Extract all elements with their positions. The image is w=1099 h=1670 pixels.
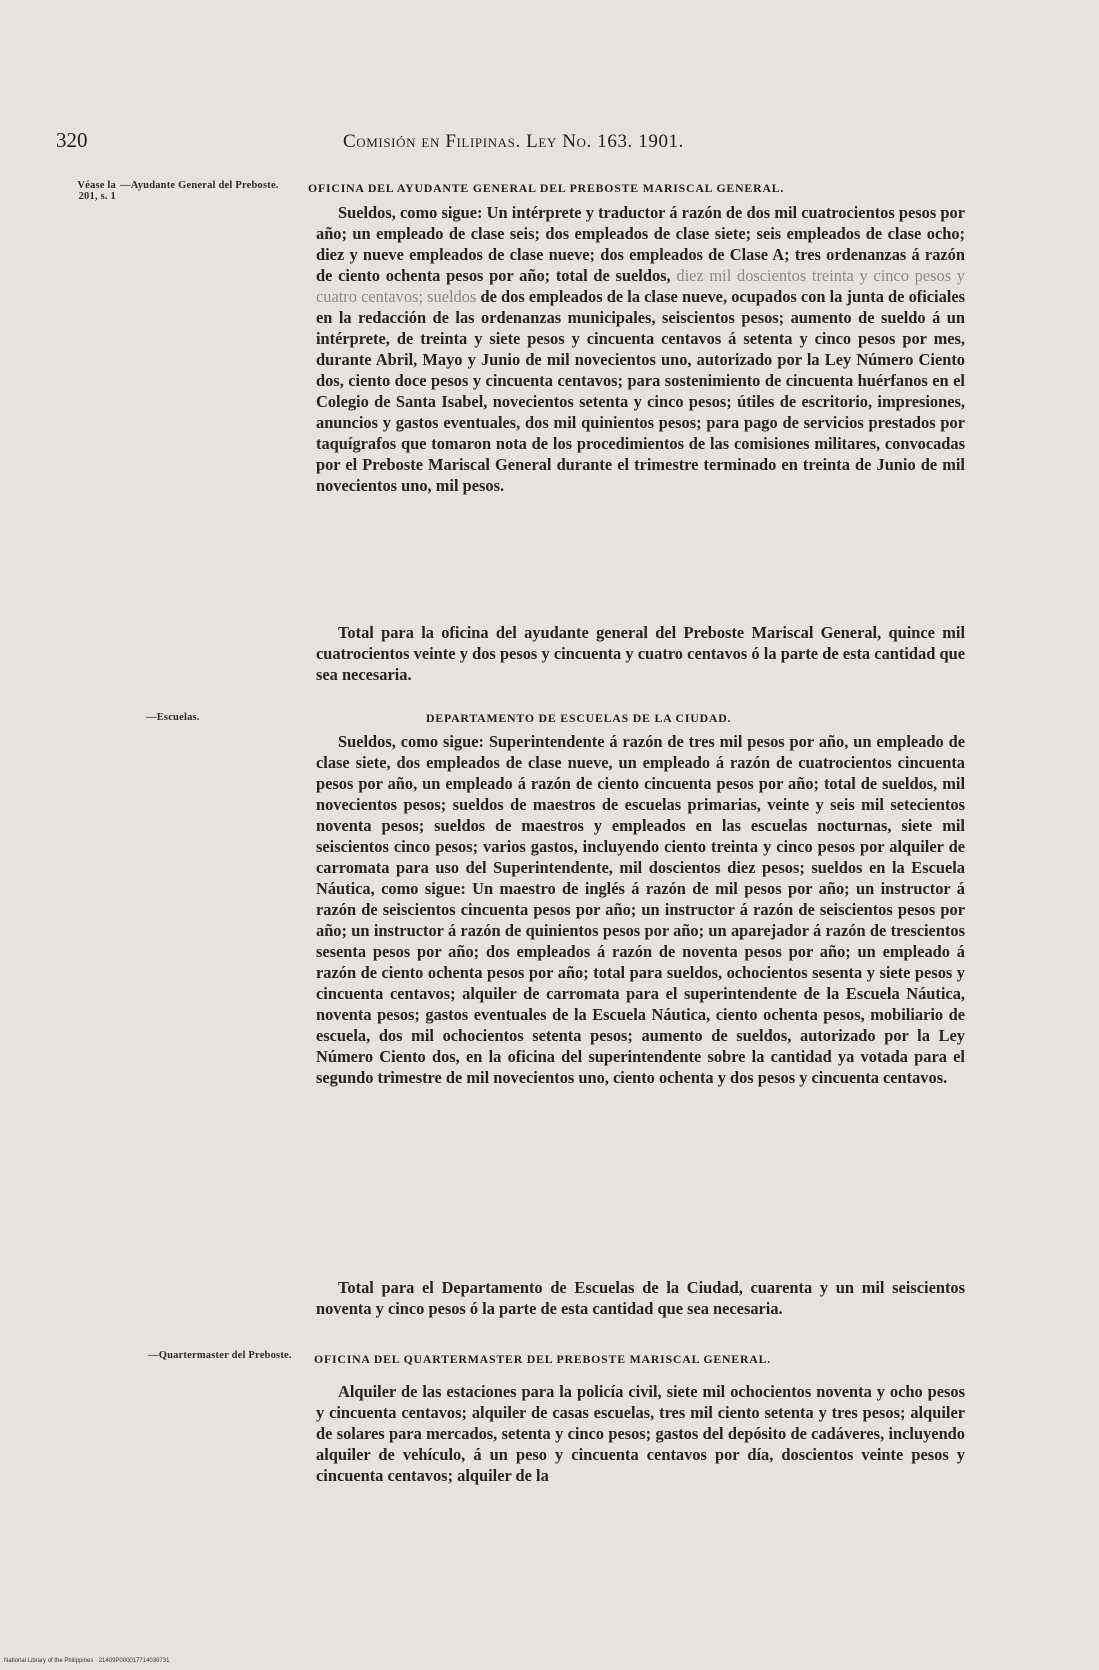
running-title: Comisión en Filipinas. Ley No. 163. 1901. bbox=[343, 131, 684, 152]
paragraph-ayudante-sueldos bbox=[316, 202, 965, 496]
running-head bbox=[56, 128, 871, 153]
paragraph-ayudante-total bbox=[316, 622, 965, 685]
paragraph-escuelas-total bbox=[316, 1277, 965, 1319]
margin-note-quartermaster: —Quartermaster del Preboste. bbox=[148, 1350, 292, 1361]
margin-note-vease-text: Véase la bbox=[77, 180, 116, 191]
margin-note-escuelas: —Escuelas. bbox=[146, 712, 200, 723]
paragraph-escuelas-sueldos-text: Sueldos, como sigue: Superintendente á razón de tres mil pesos por año, un empleado de clase siete, dos empleados de clase nueve, un empleado á razón de cuatrocientos cincuenta pesos por año, un empleado á razón de ciento cincuenta pesos por año; total de sueldos, mil novecientos pesos; sueldos de maestros de escuelas primarias, veinte y seis mil setecientos noventa pesos; sueldos de maestros y empleados en las escuelas nocturnas, siete mil seiscientos cinco pesos; varios gastos, incluyendo ciento treinta y cinco pesos por alquiler de carromata para uso del Superintendente, mil doscientos diez pesos; sueldos en la Escuela Náutica, como sigue: Un maestro de inglés á razón de mil pesos por año; un instructor á razón de seiscientos cincuenta pesos por año; un instructor á razón de seiscientos pesos por año; un instructor á razón de quinientos pesos por año; un aparejador á razón de trescientos sesenta pesos por año; dos empleados á razón de noventa pesos por año; un empleado á razón de ciento ochenta pesos por año; total para sueldos, ochocientos sesenta y siete pesos y cincuenta centavos; alquiler de carromata para el superintendente de la Escuela Náutica, noventa pesos; gastos eventuales de la Escuela Náutica, ciento ochenta pesos, mobiliario de escuela, dos mil ochocientos setenta pesos; aumento de sueldos, autorizado por la Ley Número Ciento dos, en la oficina del superintendente sobre la cantidad ya votada para el segundo trimestre de mil novecientos uno, ciento ochenta y dos pesos y cincuenta centavos. bbox=[316, 732, 965, 1087]
paragraph-escuelas-total-text: Total para el Departamento de Escuelas de la Ciudad, cuarenta y un mil seiscientos noventa y cinco pesos ó la parte de esta cantidad que sea necesaria. bbox=[316, 1278, 965, 1318]
section-heading-escuelas: DEPARTAMENTO DE ESCUELAS DE LA CIUDAD. bbox=[426, 711, 732, 725]
faded-line: diez mil doscientos treinta y cinco pesos y cuatro centavos; sueldos bbox=[316, 266, 965, 306]
scan-credit: National Library of the Philippines · 21409P000017714030731 bbox=[4, 1658, 170, 1664]
paragraph-quartermaster-text: Alquiler de las estaciones para la policía civil, siete mil ochocientos noventa y ocho pesos y cincuenta centavos; alquiler de casas escuelas, tres mil ciento setenta y tres pesos; alquiler de solares para mercados, setenta y cinco pesos; gastos del depósito de cadáveres, incluyendo alquiler de vehículo, á un peso y cincuenta centavos por día, doscientos veinte pesos y cincuenta centavos; alquiler de la bbox=[316, 1382, 965, 1485]
paragraph-ayudante-total-text: Total para la oficina del ayudante general del Preboste Mariscal General, quince mil cuatrocientos veinte y dos pesos y cincuenta y cuatro centavos ó la parte de esta cantidad que sea necesaria. bbox=[316, 623, 965, 684]
paragraph-quartermaster bbox=[316, 1381, 965, 1486]
margin-note-vease-ref: 201, s. 1 bbox=[78, 191, 116, 202]
section-heading-quartermaster: OFICINA DEL QUARTERMASTER DEL PREBOSTE MARISCAL GENERAL. bbox=[314, 1352, 772, 1366]
paragraph-escuelas-sueldos bbox=[316, 731, 965, 1088]
margin-note-vease bbox=[58, 180, 116, 202]
section-heading-ayudante: OFICINA DEL AYUDANTE GENERAL DEL PREBOSTE MARISCAL GENERAL. bbox=[308, 181, 785, 195]
paragraph-ayudante-sueldos-text-a: Sueldos, como sigue: Un intérprete y traductor á razón de dos mil cuatrocientos pesos por año; un empleado de clase seis; dos empleados de clase siete; seis empleados de clase ocho; diez y nueve empleados de clase nueve; dos empleados de Clase A; tres ordenanzas á razón de ciento ochenta pesos por año; total de sueldos, bbox=[316, 203, 965, 285]
margin-note-ayudante: —Ayudante General del Preboste. bbox=[120, 180, 279, 191]
paragraph-ayudante-sueldos-text-b: de dos empleados de la clase nueve, ocupados con la junta de oficiales en la redacción de las ordenanzas municipales, seiscientos pesos; aumento de sueldo á un intérprete, de treinta y siete pesos y cincuenta centavos á setenta y cinco pesos por mes, durante Abril, Mayo y Junio de mil novecientos uno, autorizado por la Ley Número Ciento dos, ciento doce pesos y cincuenta centavos; para sostenimiento de cincuenta huérfanos en el Colegio de Santa Isabel, novecientos setenta y cinco pesos; útiles de escritorio, impresiones, anuncios y gastos eventuales, dos mil quinientos pesos; para pago de servicios prestados por taquígrafos que tomaron nota de los procedimientos de las comisiones militares, convocadas por el Preboste Mariscal General durante el trimestre terminado en treinta de Junio de mil novecientos uno, mil pesos. bbox=[316, 287, 966, 495]
page-number: 320 bbox=[56, 128, 88, 152]
